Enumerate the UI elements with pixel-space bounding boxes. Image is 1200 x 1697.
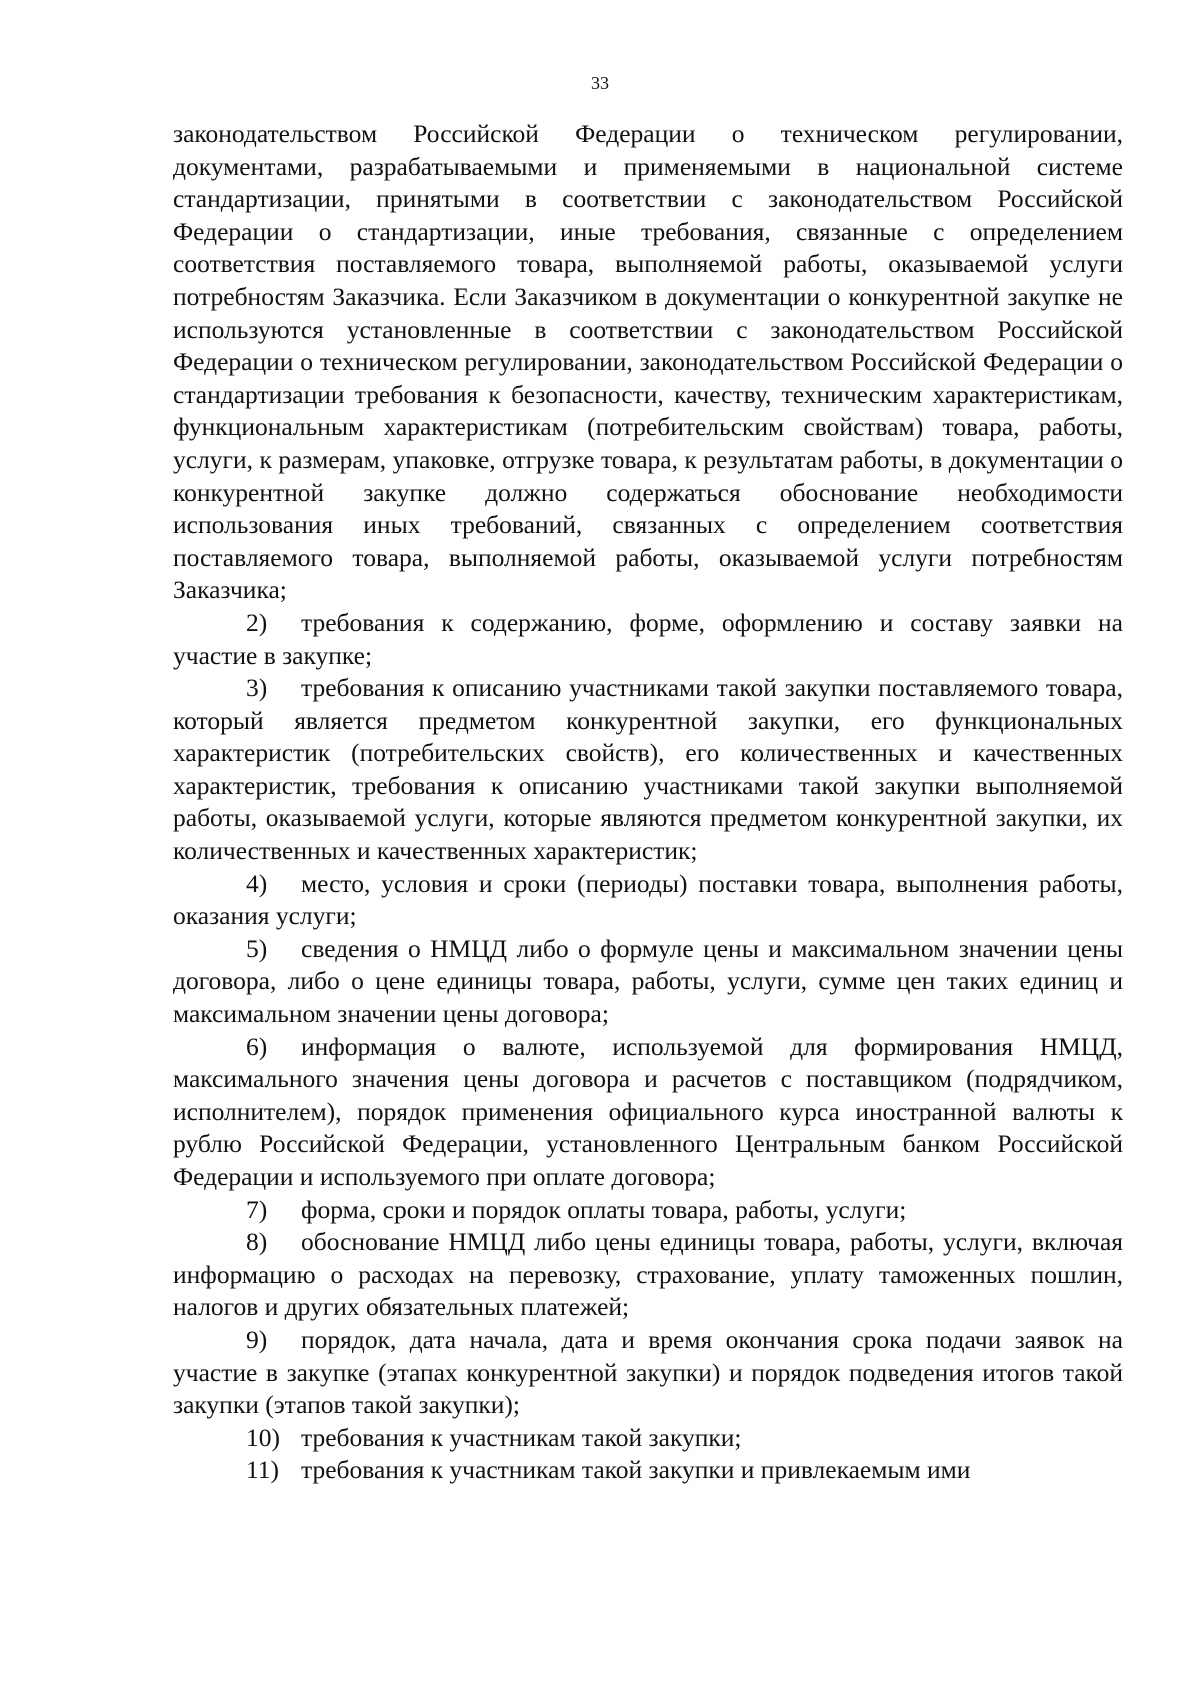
list-item-number: 8) xyxy=(246,1227,268,1257)
list-item-number: 2) xyxy=(246,607,268,637)
list-item-7 xyxy=(173,1194,1123,1227)
list-item-6 xyxy=(173,1031,1123,1194)
list-item-number: 5) xyxy=(246,933,268,963)
list-item-11 xyxy=(173,1454,1123,1487)
document-body xyxy=(173,118,1123,1487)
list-item-text: сведения о НМЦД либо о формуле цены и максимальном значении цены договора, либо о цене единицы товара, работы, услуги, сумме цен таких единиц и максимальном значении цены договора; xyxy=(173,933,1123,1029)
list-item-text: требования к участникам такой закупки; xyxy=(301,1422,742,1452)
list-item-number: 6) xyxy=(246,1031,268,1061)
list-item-5 xyxy=(173,933,1123,1031)
list-item-number: 3) xyxy=(246,673,268,703)
list-item-4 xyxy=(173,868,1123,933)
page-number: 33 xyxy=(591,73,609,93)
list-item-3 xyxy=(173,672,1123,868)
list-item-text: требования к участникам такой закупки и привлекаемым ими xyxy=(301,1455,971,1485)
list-item-number: 9) xyxy=(246,1324,268,1354)
list-item-number: 11) xyxy=(246,1455,280,1485)
list-item-text: требования к содержанию, форме, оформлению и составу заявки на участие в закупке; xyxy=(173,607,1123,670)
list-item-text: место, условия и сроки (периоды) поставки товара, выполнения работы, оказания услуги; xyxy=(173,868,1123,931)
intro-paragraph: законодательством Российской Федерации о техническом регулировании, документами, разрабатываемыми и применяемыми в национальной системе стандартизации, принятыми в соответствии с законодательством Российской Федерации о стандартизации, иные требования, связанные с определением соответствия поставляемого товара, выполняемой работы, оказываемой услуги потребностям Заказчика. Если Заказчиком в документации о конкурентной закупке не используются установленные в соответствии с законодательством Российской Федерации о техническом регулировании, законодательством Российской Федерации о стандартизации требования к безопасности, качеству, техническим характеристикам, функциональным характеристикам (потребительским свойствам) товара, работы, услуги, к размерам, упаковке, отгрузке товара, к результатам работы, в документации о конкурентной закупке должно содержаться обоснование необходимости использования иных требований, связанных с определением соответствия поставляемого товара, выполняемой работы, оказываемой услуги потребностям Заказчика; xyxy=(173,119,1123,605)
list-item-10 xyxy=(173,1422,1123,1455)
list-item-8 xyxy=(173,1226,1123,1324)
list-item-number: 4) xyxy=(246,868,268,898)
list-item-text: обоснование НМЦД либо цены единицы товара, работы, услуги, включая информацию о расходах на перевозку, страхование, уплату таможенных пошлин, налогов и других обязательных платежей; xyxy=(173,1227,1123,1322)
list-item-number: 10) xyxy=(246,1422,280,1452)
list-item-text: порядок, дата начала, дата и время окончания срока подачи заявок на участие в закупке (этапах конкурентной закупки) и порядок подведения итогов такой закупки (этапов такой закупки); xyxy=(173,1324,1123,1420)
list-item-9 xyxy=(173,1324,1123,1422)
list-item-text: форма, сроки и порядок оплаты товара, работы, услуги; xyxy=(301,1194,907,1224)
list-item-number: 7) xyxy=(246,1194,268,1224)
list-item-2 xyxy=(173,607,1123,672)
list-item-text: требования к описанию участниками такой закупки поставляемого товара, который является предметом конкурентной закупки, его функциональных характеристик (потребительских свойств), его количественных и качественных характеристик, требования к описанию участниками такой закупки выполняемой работы, оказываемой услуги, которые являются предметом конкурентной закупки, их количественных и качественных характеристик; xyxy=(173,673,1123,866)
list-item-text: информация о валюте, используемой для формирования НМЦД, максимального значения цены договора и расчетов с поставщиком (подрядчиком, исполнителем), порядок применения официального курса иностранной валюты к рублю Российской Федерации, установленного Центральным банком Российской Федерации и используемого при оплате договора; xyxy=(173,1031,1123,1191)
